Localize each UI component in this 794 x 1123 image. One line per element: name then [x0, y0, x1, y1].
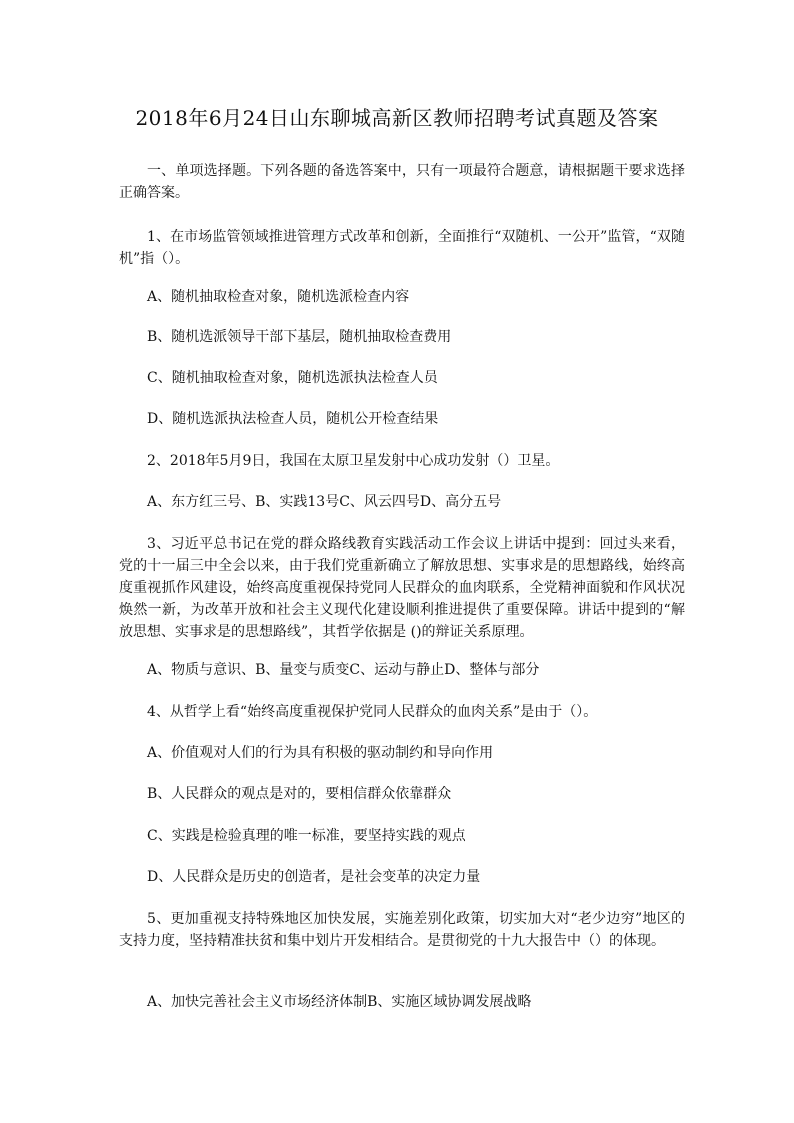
- question-4-option-d: D、人民群众是历史的创造者，是社会变革的决定力量: [147, 869, 481, 885]
- section-instructions: 一、单项选择题。下列各题的备选答案中，只有一项最符合题意，请根据题干要求选择正确答案。: [119, 163, 685, 201]
- question-4-option-a: A、价值观对人们的行为具有积极的驱动制约和导向作用: [147, 745, 494, 761]
- question-4: 4、从哲学上看“始终高度重视保护党同人民群众的血肉关系”是由于（）。: [147, 704, 598, 720]
- question-4-option-c: C、实践是检验真理的唯一标准，要坚持实践的观点: [147, 828, 466, 844]
- question-5: 5、更加重视支持特殊地区加快发展，实施差别化政策，切实加大对“老少边穷”地区的支持力度，坚持精准扶贫和集中划片开发相结合。是贯彻党的十九大报告中（）的体现。: [119, 911, 685, 949]
- question-2: 2、2018年5月9日，我国在太原卫星发射中心成功发射（）卫星。: [147, 453, 560, 469]
- question-2-options: A、东方红三号、B、实践13号C、风云四号D、高分五号: [147, 494, 502, 510]
- question-5-options: A、加快完善社会主义市场经济体制B、实施区域协调发展战略: [147, 994, 532, 1010]
- question-1-option-b: B、随机选派领导干部下基层，随机抽取检查费用: [147, 329, 452, 345]
- question-1-option-c: C、随机抽取检查对象，随机选派执法检查人员: [147, 370, 438, 386]
- question-1-option-a: A、随机抽取检查对象，随机选派检查内容: [147, 289, 410, 305]
- question-1-option-d: D、随机选派执法检查人员，随机公开检查结果: [147, 411, 439, 427]
- question-1: 1、在市场监管领域推进管理方式改革和创新，全面推行“双随机、一公开”监管，“双随机”指（）。: [119, 229, 685, 267]
- question-4-option-b: B、人民群众的观点是对的，要相信群众依靠群众: [147, 786, 452, 802]
- document-title: 2018年6月24日山东聊城高新区教师招聘考试真题及答案: [135, 106, 659, 130]
- question-3-options: A、物质与意识、B、量变与质变C、运动与静止D、整体与部分: [147, 662, 540, 678]
- question-3: 3、习近平总书记在党的群众路线教育实践活动工作会议上讲话中提到：回过头来看，党的十一届三中全会以来，由于我们党重新确立了解放思想、实事求是的思想路线，始终高度重视抓作风建设，始终高度重视保持党同人民群众的血肉联系，全党精神面貌和作风状况焕然一新，为改革开放和社会主义现代化建设顺利推进提供了重要保障。讲话中提到的“解放思想、实事求是的思想路线”，其哲学依据是 ()的辩证关系原理。: [119, 536, 685, 640]
